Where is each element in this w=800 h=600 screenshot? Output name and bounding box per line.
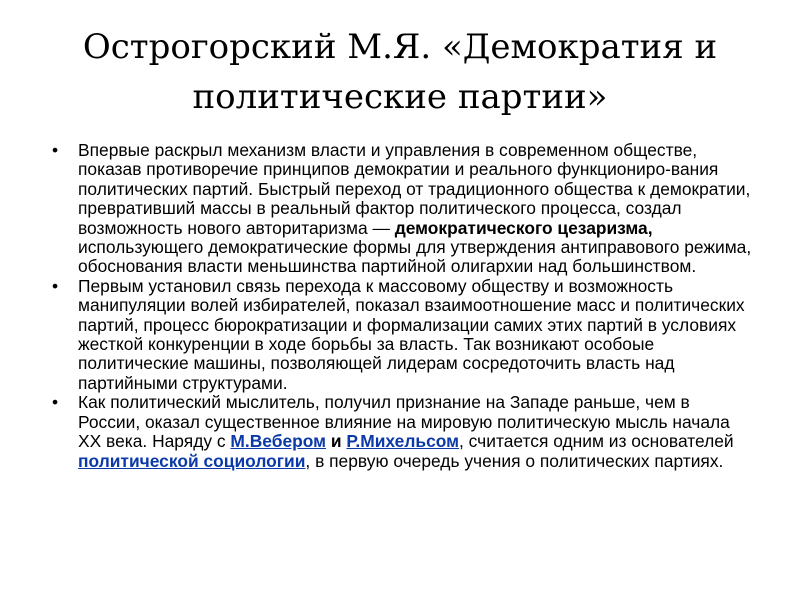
bullet-item bbox=[52, 141, 752, 277]
bullet-item bbox=[52, 393, 752, 471]
link-м-вебером[interactable]: М.Вебером bbox=[230, 431, 327, 452]
bold-text: и bbox=[330, 431, 342, 452]
bullet-dot-icon: • bbox=[52, 392, 59, 413]
bullet-item bbox=[52, 277, 752, 393]
bullet-dot-icon: • bbox=[52, 275, 59, 296]
bullet-list bbox=[52, 141, 752, 471]
link-политической-социологии[interactable]: политической социологии bbox=[78, 450, 306, 471]
bullet-dot-icon: • bbox=[52, 140, 59, 160]
bold-text: демократического цезаризма, bbox=[394, 217, 653, 238]
slide-title: Острогорский М.Я. «Демократия и политические партии» bbox=[82, 27, 718, 117]
bullet-text: Первым установил связь перехода к массовому обществу и возможность манипуляции волей избирателей, показал взаимоотношение масс и политических партий, процесс бюрократизации и формализации самих этих партий в условиях жесткой конкуренции в ходе борьбы за власть. Так возникают особоые политические машины, позволяющей лидерам сосредоточить власть над партийными структурами. bbox=[78, 275, 745, 393]
bullet-text: Впервые раскрыл механизм власти и управления в современном обществе, показав противоречие принципов демократии и реального функциониро-вания политических партий. Быстрый переход от традиционного общества к демократии, превративший массы в реальный фактор политического процесса, создал возможность нового авторитаризма — bbox=[78, 140, 751, 238]
bullet-text: , в первую очередь учения о политических партиях. bbox=[305, 450, 724, 471]
bullet-text: , считается одним из основателей bbox=[459, 431, 734, 452]
link-р-михельсом[interactable]: Р.Михельсом bbox=[346, 431, 460, 452]
bullet-text: Как политический мыслитель, получил признание на Западе раньше, чем в России, оказал существенное влияние на мировую политическую мысль начала XX века. Наряду с bbox=[78, 392, 730, 452]
bullet-text: использующего демократические формы для утверждения антиправового режима, обоснования власти меньшинства партийной олигархии над большинством. bbox=[78, 237, 752, 277]
